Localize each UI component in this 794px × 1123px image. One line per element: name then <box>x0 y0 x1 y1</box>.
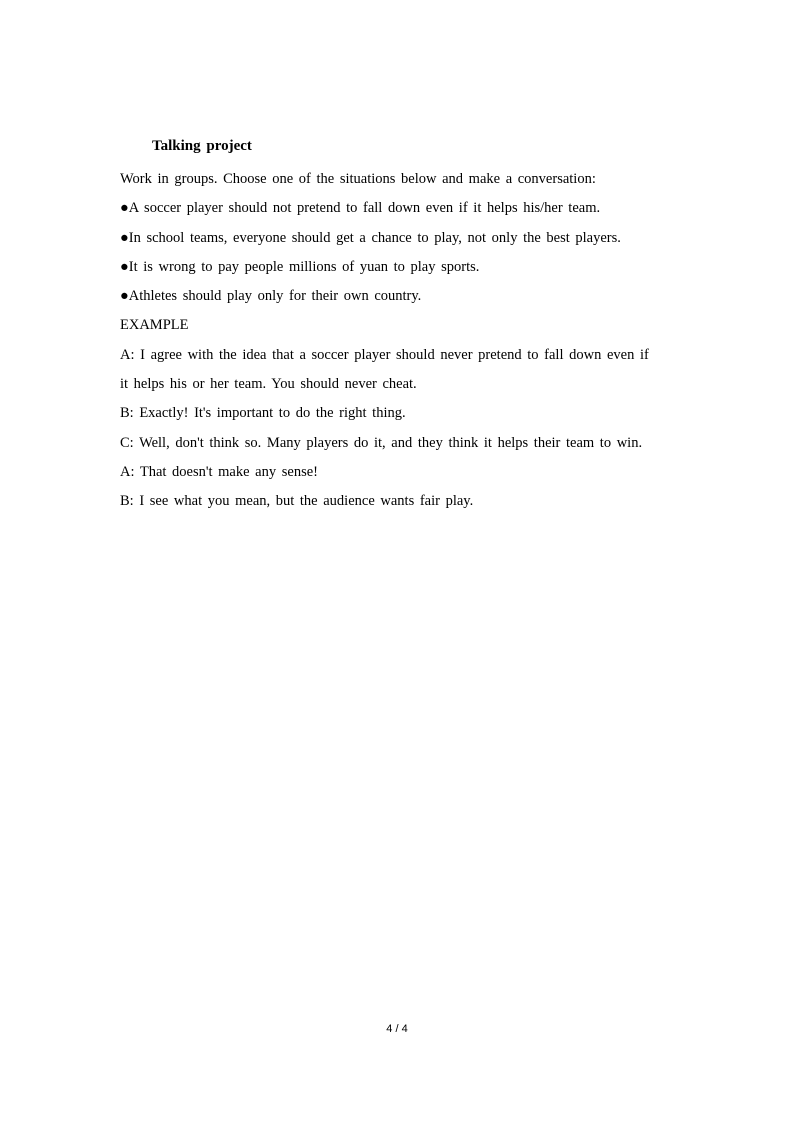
dialogue-line: A: I agree with the idea that a soccer player should never pretend to fall down even if <box>120 346 649 363</box>
instruction-text: Work in groups. Choose one of the situations below and make a conversation: <box>120 171 596 187</box>
dialogue-line: A: That doesn't make any sense! <box>120 463 318 480</box>
situation-item: ●In school teams, everyone should get a chance to play, not only the best players. <box>120 229 621 246</box>
section-heading: Talking project <box>152 138 252 154</box>
page-number: 4 / 4 <box>386 1023 408 1035</box>
dialogue-line: it helps his or her team. You should never cheat. <box>120 376 417 393</box>
dialogue-line: B: Exactly! It's important to do the right thing. <box>120 405 406 422</box>
situation-item: ●A soccer player should not pretend to fall down even if it helps his/her team. <box>120 200 601 217</box>
example-label: EXAMPLE <box>120 317 189 334</box>
situation-item: ●It is wrong to pay people millions of yuan to play sports. <box>120 258 480 275</box>
document-body <box>120 136 680 517</box>
dialogue-line: B: I see what you mean, but the audience wants fair play. <box>120 493 474 510</box>
situation-item: ●Athletes should play only for their own country. <box>120 288 422 305</box>
dialogue-line: C: Well, don't think so. Many players do it, and they think it helps their team to win. <box>120 434 643 451</box>
